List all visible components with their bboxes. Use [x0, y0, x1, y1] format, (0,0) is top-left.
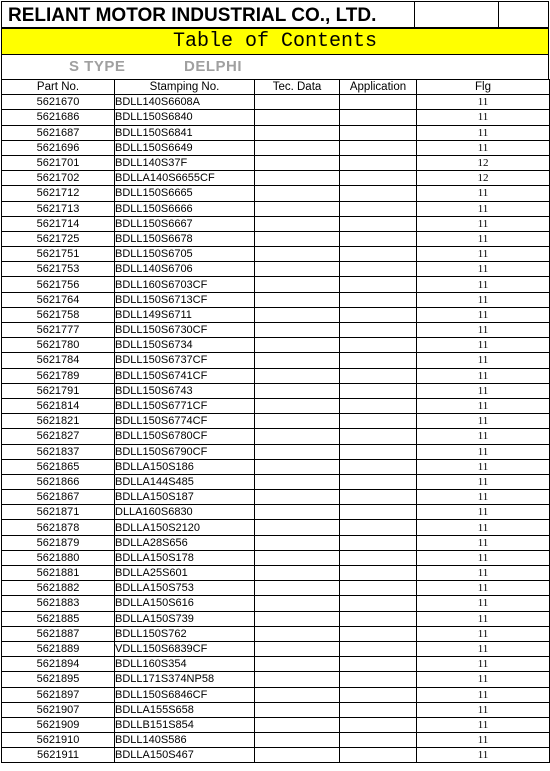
- application-cell: [340, 292, 417, 307]
- tec-data-cell: [255, 323, 340, 338]
- stamping-no-cell: BDLL150S6790CF: [115, 444, 255, 459]
- application-cell: [340, 459, 417, 474]
- flg-cell: 11: [417, 748, 550, 763]
- table-row: [2, 474, 550, 489]
- tec-data-cell: [255, 307, 340, 322]
- table-row: [2, 626, 550, 641]
- application-cell: [340, 444, 417, 459]
- stamping-no-cell: BDLLA150S178: [115, 550, 255, 565]
- tec-data-cell: [255, 368, 340, 383]
- table-row: [2, 505, 550, 520]
- tec-data-cell: [255, 140, 340, 155]
- application-cell: [340, 368, 417, 383]
- part-no-cell: 5621789: [2, 368, 115, 383]
- part-no-cell: 5621712: [2, 186, 115, 201]
- table-row: [2, 155, 550, 170]
- stamping-no-cell: BDLL149S6711: [115, 307, 255, 322]
- application-cell: [340, 155, 417, 170]
- part-no-cell: 5621701: [2, 155, 115, 170]
- company-header-row: [0, 0, 550, 29]
- flg-cell: 11: [417, 368, 550, 383]
- application-cell: [340, 550, 417, 565]
- stamping-no-cell: BDLLB151S854: [115, 717, 255, 732]
- stamping-no-cell: BDLL171S374NP58: [115, 672, 255, 687]
- stamping-no-cell: BDLLA28S656: [115, 535, 255, 550]
- stamping-no-cell: BDLLA150S467: [115, 748, 255, 763]
- tec-data-cell: [255, 201, 340, 216]
- application-cell: [340, 687, 417, 702]
- tec-data-cell: [255, 490, 340, 505]
- col-header-part-no: Part No.: [2, 80, 115, 95]
- application-cell: [340, 338, 417, 353]
- col-header-application: Application: [340, 80, 417, 95]
- table-row: [2, 733, 550, 748]
- part-no-cell: 5621866: [2, 474, 115, 489]
- stamping-no-cell: BDLL150S6665: [115, 186, 255, 201]
- flg-cell: 11: [417, 566, 550, 581]
- stamping-no-cell: BDLL140S6608A: [115, 95, 255, 110]
- tec-data-cell: [255, 186, 340, 201]
- stamping-no-cell: BDLL140S37F: [115, 155, 255, 170]
- part-no-cell: 5621882: [2, 581, 115, 596]
- tec-data-cell: [255, 520, 340, 535]
- part-no-cell: 5621751: [2, 247, 115, 262]
- flg-cell: 11: [417, 140, 550, 155]
- stamping-no-cell: BDLL140S586: [115, 733, 255, 748]
- tec-data-cell: [255, 155, 340, 170]
- tec-data-cell: [255, 702, 340, 717]
- flg-cell: 11: [417, 611, 550, 626]
- flg-cell: 11: [417, 247, 550, 262]
- application-cell: [340, 505, 417, 520]
- flg-cell: 11: [417, 398, 550, 413]
- table-row: [2, 323, 550, 338]
- type-row: [1, 55, 549, 79]
- stamping-no-cell: BDLL150S6678: [115, 231, 255, 246]
- stamping-no-cell: BDLLA150S2120: [115, 520, 255, 535]
- tec-data-cell: [255, 125, 340, 140]
- stamping-no-cell: BDLLA150S187: [115, 490, 255, 505]
- flg-cell: 11: [417, 733, 550, 748]
- tec-data-cell: [255, 459, 340, 474]
- part-no-cell: 5621897: [2, 687, 115, 702]
- stamping-no-cell: BDLL160S354: [115, 657, 255, 672]
- header-blank-cell: [414, 1, 499, 28]
- part-no-cell: 5621909: [2, 717, 115, 732]
- tec-data-cell: [255, 444, 340, 459]
- part-no-cell: 5621911: [2, 748, 115, 763]
- flg-cell: 11: [417, 353, 550, 368]
- part-no-cell: 5621714: [2, 216, 115, 231]
- table-row: [2, 277, 550, 292]
- stamping-no-cell: BDLLA140S6655CF: [115, 171, 255, 186]
- flg-cell: 11: [417, 231, 550, 246]
- tec-data-cell: [255, 550, 340, 565]
- stamping-no-cell: BDLLA150S186: [115, 459, 255, 474]
- part-no-cell: 5621702: [2, 171, 115, 186]
- table-header-row: [2, 80, 550, 95]
- application-cell: [340, 247, 417, 262]
- part-no-cell: 5621837: [2, 444, 115, 459]
- flg-cell: 11: [417, 429, 550, 444]
- stamping-no-cell: BDLLA155S658: [115, 702, 255, 717]
- stamping-no-cell: BDLL160S6703CF: [115, 277, 255, 292]
- tec-data-cell: [255, 95, 340, 110]
- flg-cell: 11: [417, 505, 550, 520]
- part-no-cell: 5621887: [2, 626, 115, 641]
- stamping-no-cell: BDLL150S6649: [115, 140, 255, 155]
- application-cell: [340, 733, 417, 748]
- tec-data-cell: [255, 277, 340, 292]
- table-row: [2, 702, 550, 717]
- tec-data-cell: [255, 398, 340, 413]
- table-row: [2, 95, 550, 110]
- table-row: [2, 383, 550, 398]
- stamping-no-cell: BDLL150S762: [115, 626, 255, 641]
- application-cell: [340, 383, 417, 398]
- part-no-cell: 5621764: [2, 292, 115, 307]
- application-cell: [340, 626, 417, 641]
- tec-data-cell: [255, 641, 340, 656]
- table-row: [2, 687, 550, 702]
- table-row: [2, 125, 550, 140]
- table-row: [2, 429, 550, 444]
- part-no-cell: 5621883: [2, 596, 115, 611]
- brand-label: DELPHI: [184, 58, 243, 75]
- stamping-no-cell: BDLLA150S616: [115, 596, 255, 611]
- tec-data-cell: [255, 383, 340, 398]
- application-cell: [340, 474, 417, 489]
- table-of-contents-title: Table of Contents: [1, 28, 549, 55]
- flg-cell: 11: [417, 687, 550, 702]
- application-cell: [340, 201, 417, 216]
- table-row: [2, 186, 550, 201]
- part-no-cell: 5621880: [2, 550, 115, 565]
- application-cell: [340, 231, 417, 246]
- table-body: [2, 95, 550, 763]
- part-no-cell: 5621907: [2, 702, 115, 717]
- part-no-cell: 5621670: [2, 95, 115, 110]
- part-no-cell: 5621885: [2, 611, 115, 626]
- tec-data-cell: [255, 717, 340, 732]
- application-cell: [340, 490, 417, 505]
- tec-data-cell: [255, 566, 340, 581]
- application-cell: [340, 566, 417, 581]
- flg-cell: 11: [417, 201, 550, 216]
- table-row: [2, 231, 550, 246]
- tec-data-cell: [255, 596, 340, 611]
- table-row: [2, 641, 550, 656]
- stamping-no-cell: BDLL150S6774CF: [115, 414, 255, 429]
- part-no-cell: 5621696: [2, 140, 115, 155]
- stamping-no-cell: DLLA160S6830: [115, 505, 255, 520]
- table-row: [2, 140, 550, 155]
- stamping-no-cell: BDLL150S6741CF: [115, 368, 255, 383]
- application-cell: [340, 596, 417, 611]
- part-no-cell: 5621686: [2, 110, 115, 125]
- application-cell: [340, 186, 417, 201]
- application-cell: [340, 717, 417, 732]
- tec-data-cell: [255, 687, 340, 702]
- application-cell: [340, 307, 417, 322]
- part-no-cell: 5621889: [2, 641, 115, 656]
- stamping-no-cell: BDLL150S6667: [115, 216, 255, 231]
- part-no-cell: 5621784: [2, 353, 115, 368]
- part-no-cell: 5621865: [2, 459, 115, 474]
- table-row: [2, 717, 550, 732]
- tec-data-cell: [255, 262, 340, 277]
- stamping-no-cell: BDLL150S6666: [115, 201, 255, 216]
- type-label: S TYPE: [69, 58, 126, 75]
- table-row: [2, 520, 550, 535]
- table-row: [2, 672, 550, 687]
- tec-data-cell: [255, 338, 340, 353]
- stamping-no-cell: BDLL140S6706: [115, 262, 255, 277]
- flg-cell: 11: [417, 95, 550, 110]
- tec-data-cell: [255, 733, 340, 748]
- stamping-no-cell: BDLL150S6840: [115, 110, 255, 125]
- application-cell: [340, 171, 417, 186]
- application-cell: [340, 125, 417, 140]
- flg-cell: 11: [417, 277, 550, 292]
- part-no-cell: 5621753: [2, 262, 115, 277]
- table-row: [2, 459, 550, 474]
- stamping-no-cell: BDLLA150S753: [115, 581, 255, 596]
- part-no-cell: 5621910: [2, 733, 115, 748]
- tec-data-cell: [255, 231, 340, 246]
- tec-data-cell: [255, 429, 340, 444]
- col-header-flg: Flg: [417, 80, 550, 95]
- table-row: [2, 596, 550, 611]
- flg-cell: 11: [417, 626, 550, 641]
- flg-cell: 12: [417, 155, 550, 170]
- parts-table: [1, 79, 550, 763]
- application-cell: [340, 216, 417, 231]
- stamping-no-cell: BDLLA25S601: [115, 566, 255, 581]
- table-row: [2, 171, 550, 186]
- table-row: [2, 307, 550, 322]
- table-row: [2, 292, 550, 307]
- table-row: [2, 490, 550, 505]
- flg-cell: 11: [417, 216, 550, 231]
- table-row: [2, 247, 550, 262]
- flg-cell: 11: [417, 717, 550, 732]
- flg-cell: 11: [417, 307, 550, 322]
- part-no-cell: 5621871: [2, 505, 115, 520]
- table-row: [2, 657, 550, 672]
- part-no-cell: 5621713: [2, 201, 115, 216]
- application-cell: [340, 581, 417, 596]
- stamping-no-cell: BDLL150S6846CF: [115, 687, 255, 702]
- table-row: [2, 444, 550, 459]
- table-row: [2, 581, 550, 596]
- tec-data-cell: [255, 247, 340, 262]
- flg-cell: 11: [417, 125, 550, 140]
- table-row: [2, 414, 550, 429]
- part-no-cell: 5621827: [2, 429, 115, 444]
- stamping-no-cell: BDLL150S6780CF: [115, 429, 255, 444]
- stamping-no-cell: BDLLA150S739: [115, 611, 255, 626]
- table-row: [2, 262, 550, 277]
- part-no-cell: 5621756: [2, 277, 115, 292]
- flg-cell: 11: [417, 338, 550, 353]
- stamping-no-cell: BDLL150S6734: [115, 338, 255, 353]
- flg-cell: 11: [417, 474, 550, 489]
- application-cell: [340, 414, 417, 429]
- application-cell: [340, 535, 417, 550]
- application-cell: [340, 398, 417, 413]
- stamping-no-cell: BDLLA144S485: [115, 474, 255, 489]
- application-cell: [340, 520, 417, 535]
- stamping-no-cell: BDLL150S6771CF: [115, 398, 255, 413]
- flg-cell: 11: [417, 490, 550, 505]
- stamping-no-cell: BDLL150S6713CF: [115, 292, 255, 307]
- part-no-cell: 5621821: [2, 414, 115, 429]
- table-row: [2, 398, 550, 413]
- tec-data-cell: [255, 171, 340, 186]
- flg-cell: 11: [417, 444, 550, 459]
- part-no-cell: 5621895: [2, 672, 115, 687]
- col-header-tec-data: Tec. Data: [255, 80, 340, 95]
- part-no-cell: 5621777: [2, 323, 115, 338]
- tec-data-cell: [255, 414, 340, 429]
- table-row: [2, 566, 550, 581]
- application-cell: [340, 429, 417, 444]
- flg-cell: 11: [417, 292, 550, 307]
- application-cell: [340, 277, 417, 292]
- tec-data-cell: [255, 474, 340, 489]
- tec-data-cell: [255, 748, 340, 763]
- tec-data-cell: [255, 581, 340, 596]
- table-row: [2, 748, 550, 763]
- stamping-no-cell: BDLL150S6730CF: [115, 323, 255, 338]
- tec-data-cell: [255, 611, 340, 626]
- part-no-cell: 5621894: [2, 657, 115, 672]
- flg-cell: 12: [417, 171, 550, 186]
- application-cell: [340, 110, 417, 125]
- flg-cell: 11: [417, 657, 550, 672]
- part-no-cell: 5621879: [2, 535, 115, 550]
- application-cell: [340, 262, 417, 277]
- table-row: [2, 535, 550, 550]
- stamping-no-cell: VDLL150S6839CF: [115, 641, 255, 656]
- application-cell: [340, 353, 417, 368]
- flg-cell: 11: [417, 581, 550, 596]
- stamping-no-cell: BDLL150S6705: [115, 247, 255, 262]
- flg-cell: 11: [417, 672, 550, 687]
- table-row: [2, 201, 550, 216]
- stamping-no-cell: BDLL150S6841: [115, 125, 255, 140]
- part-no-cell: 5621780: [2, 338, 115, 353]
- table-row: [2, 338, 550, 353]
- flg-cell: 11: [417, 550, 550, 565]
- flg-cell: 11: [417, 459, 550, 474]
- table-row: [2, 368, 550, 383]
- application-cell: [340, 140, 417, 155]
- part-no-cell: 5621867: [2, 490, 115, 505]
- flg-cell: 11: [417, 596, 550, 611]
- application-cell: [340, 672, 417, 687]
- application-cell: [340, 611, 417, 626]
- part-no-cell: 5621725: [2, 231, 115, 246]
- table-row: [2, 550, 550, 565]
- flg-cell: 11: [417, 383, 550, 398]
- stamping-no-cell: BDLL150S6737CF: [115, 353, 255, 368]
- flg-cell: 11: [417, 186, 550, 201]
- tec-data-cell: [255, 292, 340, 307]
- part-no-cell: 5621687: [2, 125, 115, 140]
- table-row: [2, 216, 550, 231]
- col-header-stamping-no: Stamping No.: [115, 80, 255, 95]
- application-cell: [340, 748, 417, 763]
- table-row: [2, 611, 550, 626]
- tec-data-cell: [255, 672, 340, 687]
- tec-data-cell: [255, 505, 340, 520]
- flg-cell: 11: [417, 323, 550, 338]
- part-no-cell: 5621881: [2, 566, 115, 581]
- part-no-cell: 5621814: [2, 398, 115, 413]
- flg-cell: 11: [417, 110, 550, 125]
- application-cell: [340, 641, 417, 656]
- part-no-cell: 5621878: [2, 520, 115, 535]
- tec-data-cell: [255, 216, 340, 231]
- application-cell: [340, 323, 417, 338]
- tec-data-cell: [255, 626, 340, 641]
- flg-cell: 11: [417, 262, 550, 277]
- flg-cell: 11: [417, 520, 550, 535]
- application-cell: [340, 702, 417, 717]
- flg-cell: 11: [417, 641, 550, 656]
- flg-cell: 11: [417, 702, 550, 717]
- flg-cell: 11: [417, 414, 550, 429]
- header-blank-cell: [498, 1, 549, 28]
- table-row: [2, 110, 550, 125]
- tec-data-cell: [255, 657, 340, 672]
- stamping-no-cell: BDLL150S6743: [115, 383, 255, 398]
- company-name: RELIANT MOTOR INDUSTRIAL CO., LTD.: [1, 1, 415, 28]
- tec-data-cell: [255, 353, 340, 368]
- part-no-cell: 5621758: [2, 307, 115, 322]
- table-row: [2, 353, 550, 368]
- part-no-cell: 5621791: [2, 383, 115, 398]
- application-cell: [340, 95, 417, 110]
- application-cell: [340, 657, 417, 672]
- flg-cell: 11: [417, 535, 550, 550]
- tec-data-cell: [255, 110, 340, 125]
- tec-data-cell: [255, 535, 340, 550]
